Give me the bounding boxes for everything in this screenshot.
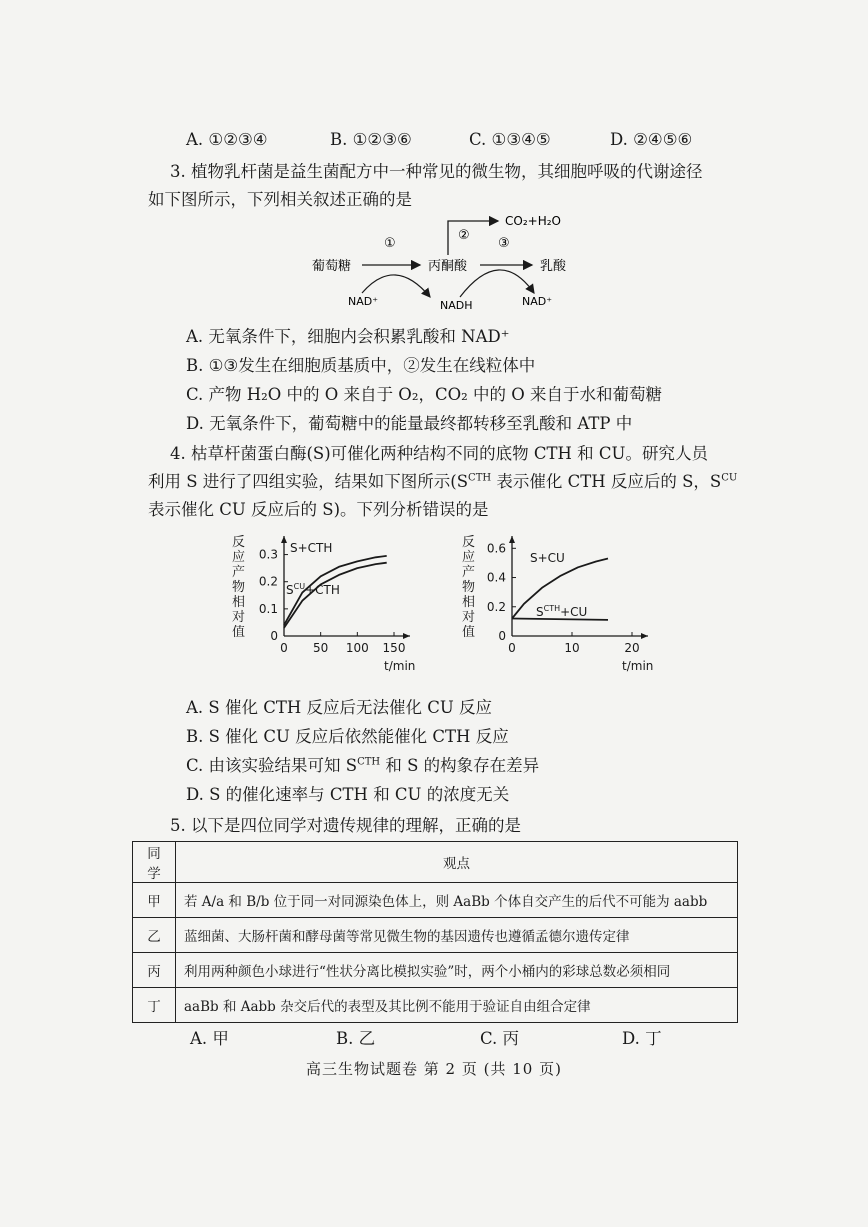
y-tick-label: 0.1 [258, 601, 278, 616]
student-view: 若 A/a 和 B/b 位于同一对同源染色体上，则 AaBb 个体自交产生的后代不可能为 aabb [176, 883, 738, 918]
x-tick-label: 0 [508, 641, 516, 655]
q4-option-d: D. S 的催化速率与 CTH 和 CU 的浓度无关 [186, 785, 510, 804]
header-student: 同学 [133, 842, 176, 883]
page-footer: 高三生物试题卷 第 2 页 (共 10 页) [306, 1060, 562, 1078]
series-label-0: S+CU [530, 551, 565, 565]
q4-option-b: B. S 催化 CU 反应后依然能催化 CTH 反应 [186, 727, 509, 746]
y-axis-label-char: 反 [232, 535, 246, 550]
x-tick-label: 100 [345, 641, 369, 655]
co2-h2o-label: CO₂+H₂O [505, 214, 561, 228]
q4-stem-line3: 表示催化 CU 反应后的 S)。下列分析错误的是 [148, 500, 489, 519]
q2-option-c: C. ①③④⑤ [469, 130, 551, 149]
student-view: aaBb 和 Aabb 杂交后代的表型及其比例不能用于验证自由组合定律 [176, 988, 738, 1023]
x-axis-arrow [641, 633, 648, 639]
q2-option-d: D. ②④⑤⑥ [610, 130, 693, 149]
y-axis-label-char: 产 [232, 565, 246, 580]
x-tick-label: 50 [313, 641, 329, 655]
q3-option-d: D. 无氧条件下，葡萄糖中的能量最终都转移至乳酸和 ATP 中 [186, 414, 633, 433]
nad-label-1: NAD⁺ [348, 295, 379, 308]
q4-option-c: C. 由该实验结果可知 $S^{CTH}$ 和 S 的构象存在差异 [186, 756, 540, 775]
glucose-label: 葡萄糖 [312, 259, 352, 274]
q5-stem: 5. 以下是四位同学对遗传规律的理解，正确的是 [170, 816, 521, 835]
y-axis-label-char: 值 [462, 625, 476, 640]
q4-stem-line1: 4. 枯草杆菌蛋白酶(S)可催化两种结构不同的底物 CTH 和 CU。研究人员 [170, 444, 708, 463]
y-axis-label-char: 产 [462, 565, 476, 580]
y-axis-label-char: 相 [232, 595, 246, 610]
nad-label-2: NAD⁺ [522, 295, 553, 308]
y-axis-label-char: 对 [462, 610, 476, 625]
step3-marker: ③ [498, 236, 510, 251]
y-axis-label-char: 物 [232, 580, 246, 595]
y-axis-label-char: 应 [462, 550, 476, 565]
student-name: 丙 [133, 953, 176, 988]
q3-stem-line1: 3. 植物乳杆菌是益生菌配方中一种常见的微生物，其细胞呼吸的代谢途径 [170, 162, 703, 181]
y-axis-label-char: 对 [232, 610, 246, 625]
table-header-row [133, 842, 738, 883]
q4-option-a: A. S 催化 CTH 反应后无法催化 CU 反应 [186, 698, 492, 717]
series-label-0: S+CTH [290, 541, 333, 555]
x-tick-label: 10 [564, 641, 580, 655]
q3-stem-line2: 如下图所示，下列相关叙述正确的是 [148, 190, 412, 209]
step2-marker: ② [458, 228, 470, 243]
student-view: 蓝细菌、大肠杆菌和酵母菌等常见微生物的基因遗传也遵循孟德尔遗传定律 [176, 918, 738, 953]
table-row [133, 883, 738, 918]
y-axis-arrow [509, 536, 515, 543]
q5-option-c: C. 丙 [480, 1029, 520, 1048]
q2-option-a: A. ①②③④ [186, 130, 268, 149]
y-tick-label: 0.2 [258, 574, 278, 589]
y-axis-label-char: 值 [232, 625, 246, 640]
student-name: 甲 [133, 883, 176, 918]
q5-option-d: D. 丁 [622, 1029, 662, 1048]
q2-option-b: B. ①②③⑥ [330, 130, 412, 149]
nadh-label: NADH [440, 299, 473, 312]
q5-option-a: A. 甲 [190, 1029, 229, 1048]
student-name: 乙 [133, 918, 176, 953]
x-tick-label: 20 [624, 641, 640, 655]
y-axis-label-char: 相 [462, 595, 476, 610]
q3-option-b: B. ①③发生在细胞质基质中，②发生在线粒体中 [186, 356, 536, 375]
q3-option-a: A. 无氧条件下，细胞内会积累乳酸和 NAD⁺ [186, 327, 510, 346]
pyruvate-label: 丙酮酸 [428, 259, 468, 274]
series-label-1: $S^{CU}+CTH$ [286, 582, 340, 597]
header-view: 观点 [176, 842, 738, 883]
q5-table [132, 841, 738, 1023]
table-row [133, 918, 738, 953]
table-row [133, 988, 738, 1023]
series-label-1: $S^{CTH}+CU$ [536, 604, 588, 619]
y-tick-label: 0 [270, 629, 278, 643]
y-tick-label: 0 [498, 629, 506, 643]
q3-metabolism-diagram [300, 205, 600, 320]
y-axis-label-char: 物 [462, 580, 476, 595]
q3-option-c: C. 产物 H₂O 中的 O 来自于 O₂，CO₂ 中的 O 来自于水和葡萄糖 [186, 385, 662, 404]
arrow-pyruvate-co2 [448, 221, 498, 255]
y-tick-label: 0.6 [486, 541, 506, 556]
x-tick-label: 150 [382, 641, 406, 655]
y-axis-label-char: 反 [462, 535, 476, 550]
y-tick-label: 0.2 [486, 599, 506, 614]
chart-cth [228, 532, 428, 682]
y-tick-label: 0.3 [258, 547, 278, 562]
table-row [133, 953, 738, 988]
arrow-nadh-nad [460, 270, 534, 297]
step1-marker: ① [384, 236, 396, 251]
x-tick-label: 0 [280, 641, 288, 655]
q5-option-b: B. 乙 [336, 1029, 376, 1048]
y-axis-arrow [281, 536, 287, 543]
q4-stem-line2: 利用 S 进行了四组实验，结果如下图所示($S^{CTH}$ 表示催化 CTH 反应后的 S，$S^{CU}$ [148, 472, 738, 491]
x-axis-label: t/min [384, 659, 416, 673]
x-axis-label: t/min [622, 659, 654, 673]
student-view: 利用两种颜色小球进行“性状分离比模拟实验”时，两个小桶内的彩球总数必须相同 [176, 953, 738, 988]
x-axis-arrow [403, 633, 410, 639]
student-name: 丁 [133, 988, 176, 1023]
arrow-nad-nadh [362, 275, 430, 297]
chart-cu [458, 532, 658, 682]
lactate-label: 乳酸 [540, 259, 567, 274]
y-axis-label-char: 应 [232, 550, 246, 565]
y-tick-label: 0.4 [486, 570, 506, 585]
